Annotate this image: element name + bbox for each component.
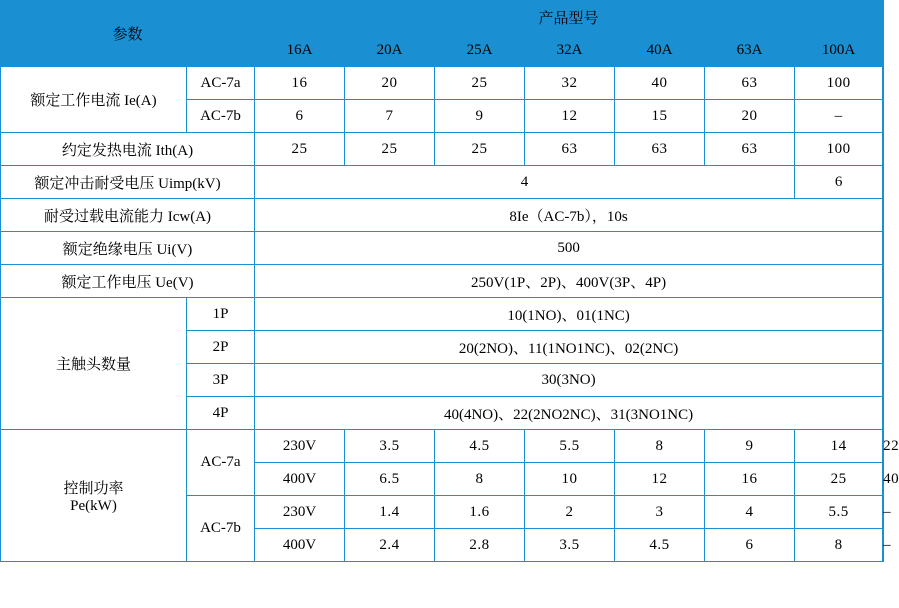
cell-value: 4 (705, 496, 795, 529)
row-label-control-power (1, 430, 187, 562)
cell-value: 9 (705, 430, 795, 463)
cell-value: 12 (525, 100, 615, 133)
cell-value: 6 (705, 529, 795, 562)
header-model-100a: 100A (795, 34, 883, 67)
row-label-icw: 耐受过载电流能力 Icw(A) (1, 199, 255, 232)
row-sub-3p: 3P (187, 364, 255, 397)
cell-value: 4.5 (435, 430, 525, 463)
cell-value: 63 (615, 133, 705, 166)
table-row (1, 265, 884, 298)
table-row (1, 430, 884, 463)
table-row (1, 166, 884, 199)
row-label-insulation-voltage: 额定绝缘电压 Ui(V) (1, 232, 255, 265)
table-row (1, 298, 884, 331)
cell-value: 7 (345, 100, 435, 133)
cell-value: 25 (255, 133, 345, 166)
cell-value: 14 (795, 430, 883, 463)
cell-value: 25 (435, 133, 525, 166)
row-label-impulse-voltage: 额定冲击耐受电压 Uimp(kV) (1, 166, 255, 199)
cell-value: 6.5 (345, 463, 435, 496)
cell-value: 100 (795, 133, 883, 166)
cell-value: – (883, 503, 892, 520)
row-sub-400v: 400V (255, 529, 345, 562)
cell-value: 6 (795, 166, 883, 199)
header-model-32a: 32A (525, 34, 615, 67)
row-sub-230v: 230V (255, 496, 345, 529)
cell-value: 12 (615, 463, 705, 496)
cell-value: 20 (345, 67, 435, 100)
cell-value: 1.6 (435, 496, 525, 529)
cell-value: 4.5 (615, 529, 705, 562)
cell-value: 63 (525, 133, 615, 166)
row-sub-ac7b-power: AC-7b (187, 496, 255, 562)
cell-value: 2.4 (345, 529, 435, 562)
cell-value: 40 (883, 470, 899, 487)
cell-value: 8 (795, 529, 883, 562)
cell-value: 500 (255, 232, 883, 265)
row-label-working-voltage: 额定工作电压 Ue(V) (1, 265, 255, 298)
header-param: 参数 (1, 1, 255, 67)
cell-value: 6 (255, 100, 345, 133)
cell-value: 5.5 (525, 430, 615, 463)
cell-value: 3 (615, 496, 705, 529)
cell-value: 10 (525, 463, 615, 496)
table-row (1, 67, 884, 100)
cell-value: 40 (615, 67, 705, 100)
cell-value: 20 (705, 100, 795, 133)
cell-value: 22 (883, 437, 899, 454)
cell-value: 250V(1P、2P)、400V(3P、4P) (255, 265, 883, 298)
header-model-63a: 63A (705, 34, 795, 67)
header-model-16a: 16A (255, 34, 345, 67)
cell-value: 20(2NO)、11(1NO1NC)、02(2NC) (255, 331, 883, 364)
row-sub-2p: 2P (187, 331, 255, 364)
cell-value: 40(4NO)、22(2NO2NC)、31(3NO1NC) (255, 397, 883, 430)
header-model: 产品型号 (255, 1, 883, 34)
table-row (1, 133, 884, 166)
cell-value: 25 (795, 463, 883, 496)
cell-value: 2.8 (435, 529, 525, 562)
table-header-row (1, 1, 884, 34)
row-sub-1p: 1P (187, 298, 255, 331)
cell-value: 1.4 (345, 496, 435, 529)
header-model-40a: 40A (615, 34, 705, 67)
row-sub-230v: 230V (255, 430, 345, 463)
cell-value: 10(1NO)、01(1NC) (255, 298, 883, 331)
cell-value: 3.5 (345, 430, 435, 463)
cell-value: 16 (705, 463, 795, 496)
cell-value: 15 (615, 100, 705, 133)
cell-value: 9 (435, 100, 525, 133)
row-label-thermal-current: 约定发热电流 Ith(A) (1, 133, 255, 166)
row-sub-400v: 400V (255, 463, 345, 496)
row-sub-ac7b: AC-7b (187, 100, 255, 133)
cell-value: 32 (525, 67, 615, 100)
cell-value: 4 (255, 166, 795, 199)
cell-value: 30(3NO) (255, 364, 883, 397)
cell-value: 63 (705, 133, 795, 166)
cell-value: 8 (435, 463, 525, 496)
cell-value: 2 (525, 496, 615, 529)
cell-value: 8 (615, 430, 705, 463)
cell-value: 25 (435, 67, 525, 100)
cell-value: – (795, 100, 883, 133)
cell-value: 100 (795, 67, 883, 100)
table-row (1, 232, 884, 265)
control-power-line2: Pe(kW) (70, 497, 117, 514)
header-model-25a: 25A (435, 34, 525, 67)
cell-value: 16 (255, 67, 345, 100)
cell-value: 63 (705, 67, 795, 100)
header-model-20a: 20A (345, 34, 435, 67)
row-sub-ac7a-power: AC-7a (187, 430, 255, 496)
cell-value: 8Ie（AC-7b），10s (255, 199, 883, 232)
row-label-rated-current: 额定工作电流 Ie(A) (1, 67, 187, 133)
cell-value: – (883, 536, 892, 553)
row-label-main-contacts: 主触头数量 (1, 298, 187, 430)
table-row (1, 199, 884, 232)
control-power-line1: 控制功率 (63, 480, 124, 497)
cell-value: 3.5 (525, 529, 615, 562)
row-sub-ac7a: AC-7a (187, 67, 255, 100)
cell-value: 5.5 (795, 496, 883, 529)
cell-value: 25 (345, 133, 435, 166)
row-sub-4p: 4P (187, 397, 255, 430)
